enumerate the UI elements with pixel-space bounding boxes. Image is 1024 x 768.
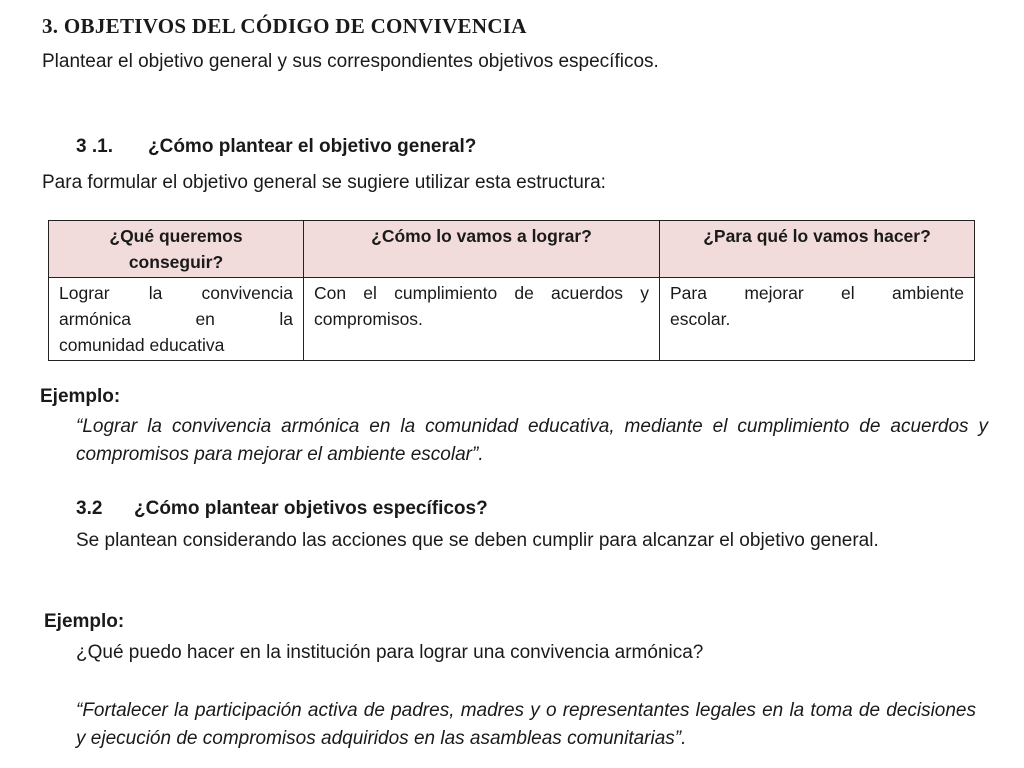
table-header-what: ¿Qué queremos conseguir? <box>49 221 304 278</box>
table-cell-why <box>660 278 975 361</box>
objective-structure-table <box>48 220 975 361</box>
table-header-row <box>49 221 975 278</box>
table-cell-why-line2: escolar. <box>670 309 731 329</box>
table-cell-how <box>304 278 660 361</box>
subsection-1-lead: Para formular el objetivo general se sugiere utilizar esta estructura: <box>42 172 606 193</box>
table-cell-what <box>49 278 304 361</box>
subsection-2-text: Se plantean considerando las acciones que se deben cumplir para alcanzar el objetivo general. <box>76 530 879 551</box>
example-1-label: Ejemplo: <box>40 386 121 407</box>
table-cell-what-line1: Lograr la convivencia armónica en la <box>59 283 293 329</box>
table-cell-how-text: Con el cumplimiento de acuerdos y compromisos. <box>314 283 649 329</box>
table-cell-why-line1: Para mejorar el ambiente <box>670 283 964 303</box>
subsection-1-number: 3 .1. <box>76 136 113 157</box>
table-cell-what-line2: comunidad educativa <box>59 335 225 355</box>
example-2-quote: “Fortalecer la participación activa de padres, madres y o representantes legales en la toma de decisiones y ejecución de compromisos adquiridos en las asambleas comunitarias”. <box>76 700 976 749</box>
table-header-why: ¿Para qué lo vamos hacer? <box>660 221 975 278</box>
section-intro: Plantear el objetivo general y sus correspondientes objetivos específicos. <box>42 51 659 72</box>
table-row <box>49 278 975 361</box>
example-1-text: “Lograr la convivencia armónica en la comunidad educativa, mediante el cumplimiento de acuerdos y compromisos para mejorar el ambiente escolar”. <box>76 416 988 465</box>
subsection-1-title: ¿Cómo plantear el objetivo general? <box>148 136 477 157</box>
subsection-2-number: 3.2 <box>76 498 103 519</box>
example-2-label: Ejemplo: <box>44 611 125 632</box>
example-2-question: ¿Qué puedo hacer en la institución para lograr una convivencia armónica? <box>76 642 704 663</box>
table-header-how: ¿Cómo lo vamos a lograr? <box>304 221 660 278</box>
subsection-2-title: ¿Cómo plantear objetivos específicos? <box>134 498 488 519</box>
section-title: 3. OBJETIVOS DEL CÓDIGO DE CONVIVENCIA <box>42 14 527 38</box>
